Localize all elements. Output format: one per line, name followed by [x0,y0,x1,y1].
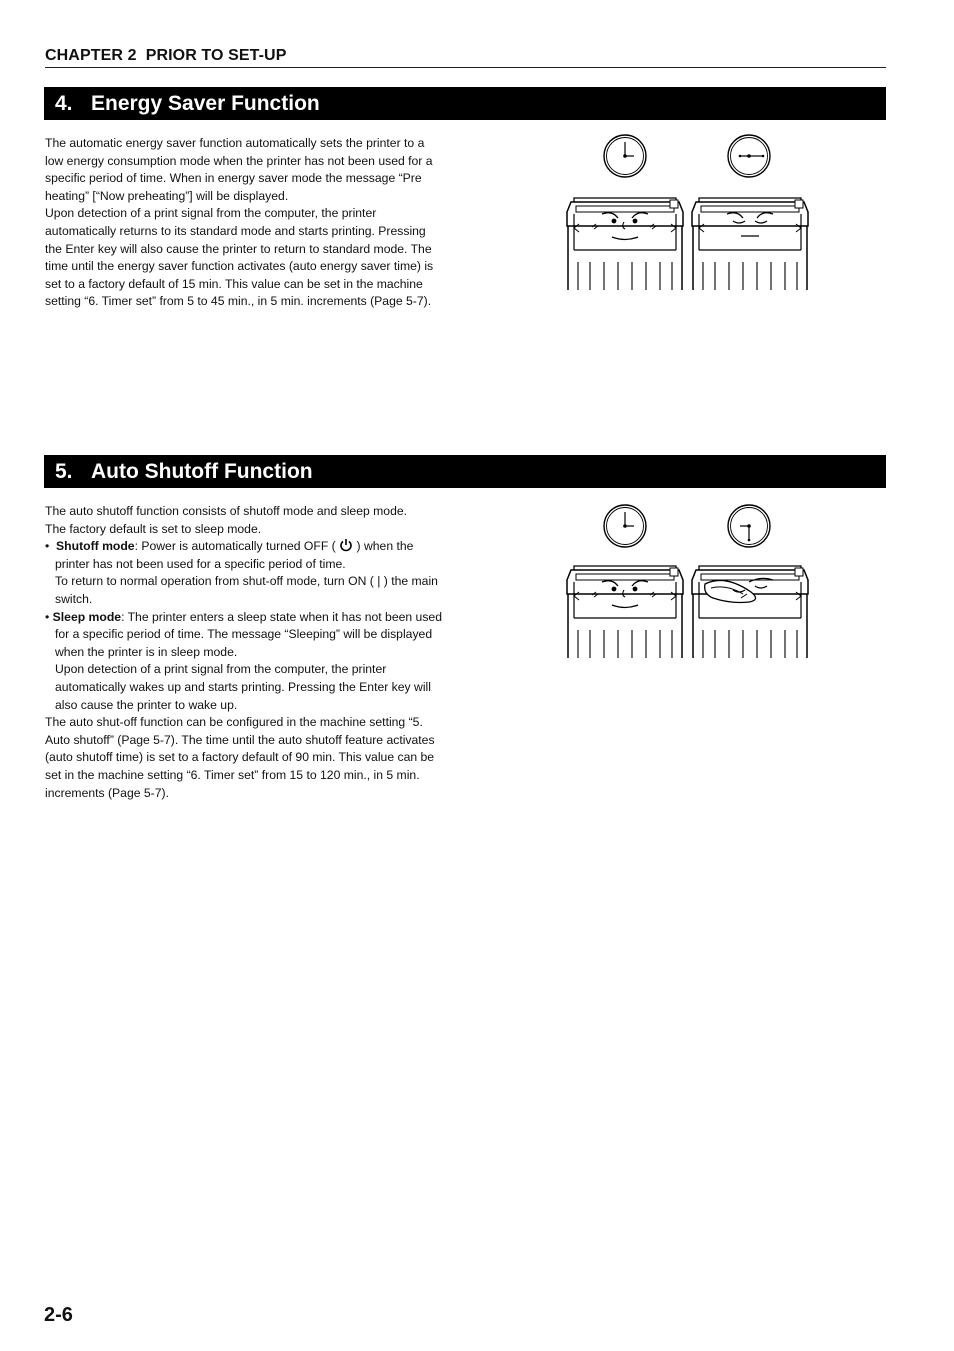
clock-icon [728,135,770,177]
printer-awake-icon [567,566,683,658]
printer-sleeping-icon [692,566,808,658]
auto-shutoff-illustration [560,498,816,658]
printer-preheat-icon [692,198,808,290]
section-5-intro-2: The factory default is set to sleep mode. [45,521,262,536]
sleep-mode-label: Sleep mode [52,609,122,624]
section-5-title: Auto Shutoff Function [91,460,313,483]
clock-icon [604,135,646,177]
section-4-title: Energy Saver Function [91,92,320,115]
section-4-paragraph-1: The automatic energy saver function automatically sets the printer to a low energy consumption mode when the printer has not been used for a specific period of time. When in energy saver mode the message “Pre heating” [“Now preheating”] will be displayed. [45,136,433,203]
section-4-paragraph-2: Upon detection of a print signal from the computer, the printer automatically returns to its standard mode and starts printing. Pressing the Enter key will also cause the printer to return to standard mode. The time until the energy saver function activates (auto energy saver time) is set to a factory default of 15 min. This value can be set in the machine setting “6. Timer set” from 5 to 45 min., in 5 min. increments (Page 5-7). [45,206,434,309]
energy-saver-illustration [560,130,816,290]
sleep-mode-detail: Upon detection of a print signal from the computer, the printer automatically wakes up and starts printing. Pressing the Enter key will also cause the printer to wake up. [55,662,431,712]
sleep-mode-item: • Sleep mode: The printer enters a sleep state when it has not been used for a specific period of time. The message “Sleeping” will be displayed when the printer is in sleep mode. [45,609,442,659]
clock-icon [728,505,770,547]
section-5-body [45,503,445,802]
shutoff-mode-label: Shutoff mode [56,539,135,554]
section-5-heading [44,455,886,488]
printer-awake-icon [567,198,683,290]
section-4-heading [44,87,886,120]
clock-icon [604,505,646,547]
chapter-number: CHAPTER 2 [45,47,137,64]
section-5-intro-1: The auto shutoff function consists of shutoff mode and sleep mode. [45,504,408,518]
shutoff-mode-item: • Shutoff mode: Power is automatically turned OFF ( ) when the printer has not been used for a specific period of time. [45,539,414,571]
section-4-body [45,135,445,311]
chapter-header [45,47,886,68]
section-5-outro: The auto shut-off function can be configured in the machine setting “5. Auto shutoff” (Page 5-7). The time until the auto shutoff feature activates (auto shutoff time) is set to a factory default of 90 min. This value can be set in the machine setting “6. Timer set” from 15 to 120 min., in 5 min. increments (Page 5-7). [45,715,435,800]
section-4-number: 4. [55,92,73,115]
shutoff-mode-detail: To return to normal operation from shut-off mode, turn ON ( | ) the main switch. [55,574,438,606]
section-5-number: 5. [55,460,73,483]
page-number: 2-6 [44,1304,73,1326]
power-icon [339,538,353,552]
chapter-title: PRIOR TO SET-UP [145,47,287,64]
